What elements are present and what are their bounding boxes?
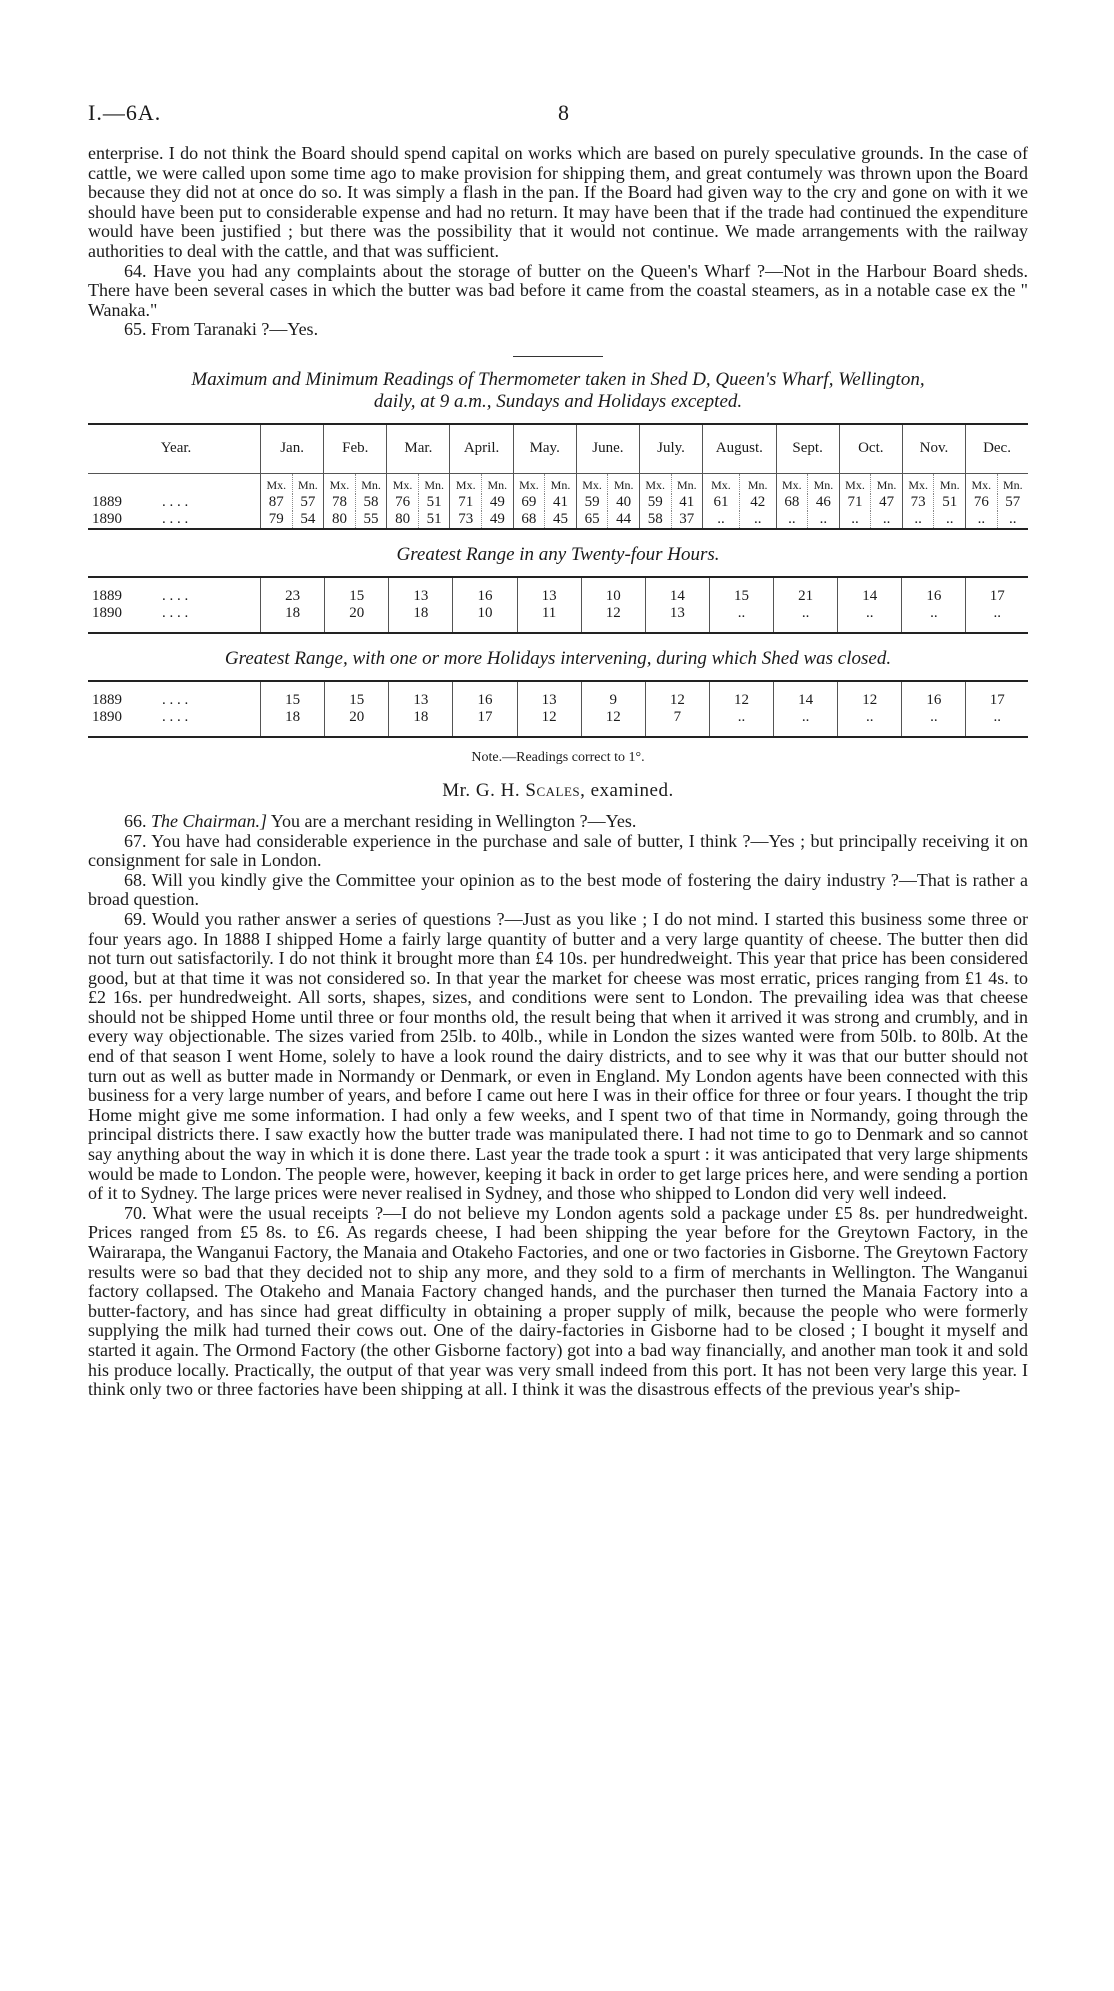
- mx-label: Mx.: [324, 473, 356, 494]
- reading-cell: ..: [997, 511, 1028, 529]
- range-cell: 18: [261, 605, 325, 633]
- reading-cell: 41: [545, 494, 577, 511]
- reading-cell: 76: [966, 494, 998, 511]
- range-cell: 15: [261, 681, 325, 709]
- reading-cell: 73: [450, 511, 482, 529]
- month-header: July.: [639, 424, 702, 474]
- mx-label: Mx.: [387, 473, 419, 494]
- reading-cell: 40: [608, 494, 640, 511]
- range-cell: ..: [966, 605, 1028, 633]
- witness-prefix: Mr. G. H.: [442, 779, 526, 801]
- reading-cell: 57: [292, 494, 324, 511]
- reading-cell: ..: [808, 511, 840, 529]
- reading-cell: 80: [324, 511, 356, 529]
- year-value: 1890: [92, 708, 122, 725]
- range-cell: 21: [774, 577, 838, 605]
- mn-label: Mn.: [671, 473, 703, 494]
- reading-cell: ..: [739, 511, 776, 529]
- table-note: Note.—Readings correct to 1°.: [471, 749, 645, 765]
- mn-label: Mn.: [482, 473, 514, 494]
- mn-label: Mn.: [934, 473, 966, 494]
- page-header: [88, 100, 1028, 144]
- year-cell: [88, 709, 261, 737]
- reading-cell: 41: [671, 494, 703, 511]
- month-header: May.: [513, 424, 576, 474]
- thermometer-readings-table: [88, 423, 1028, 530]
- range-cell: 13: [389, 577, 453, 605]
- range-cell: ..: [966, 709, 1028, 737]
- range-cell: ..: [902, 709, 966, 737]
- reading-cell: 58: [639, 511, 671, 529]
- reading-cell: 76: [387, 494, 419, 511]
- mx-label: Mx.: [639, 473, 671, 494]
- witness-suffix: , examined.: [580, 779, 674, 801]
- year-cell: [88, 494, 261, 511]
- range-cell: 15: [709, 577, 773, 605]
- range-cell: 13: [645, 605, 709, 633]
- mn-label: Mn.: [871, 473, 903, 494]
- range-cell: 9: [581, 681, 645, 709]
- reading-cell: 68: [776, 494, 808, 511]
- reading-cell: 57: [997, 494, 1028, 511]
- range-cell: 16: [453, 577, 517, 605]
- mx-label: Mx.: [576, 473, 608, 494]
- paragraph-continued: enterprise. I do not think the Board should spend capital on works which are based on purely speculative grounds. In the case of cattle, we were called upon some time ago to make provision for shipping them, and great contumely was thrown upon the Board because they did not at once do so. It was simply a flash in the pan. If the Board had given way to the cry and gone on with it we should have been put to considerable expense and had no return. It may have been that if the trade had continued the expenditure would have been justified ; but there was the possibility that it would not continue. We made arrangements with the railway authorities to deal with the cattle, and that was sufficient.: [88, 143, 1028, 261]
- reading-cell: ..: [934, 511, 966, 529]
- year-value: 1890: [92, 604, 122, 621]
- reading-cell: 71: [839, 494, 871, 511]
- range-cell: 17: [966, 577, 1028, 605]
- range-cell: 16: [902, 681, 966, 709]
- range24-table: [88, 576, 1028, 634]
- reading-cell: 78: [324, 494, 356, 511]
- range-cell: ..: [774, 605, 838, 633]
- range-cell: 23: [261, 577, 325, 605]
- year-header: Year.: [88, 424, 261, 474]
- range-row: [88, 577, 1028, 605]
- paragraph-q70: 70. What were the usual receipts ?—I do not believe my London agents sold a package under £5 8s. per hundredweight. Prices ranged from £5 8s. to £6. As regards cheese, I had been shipping the year before for the Greytown Factory, in the Wairarapa, the Wanganui Factory, the Manaia and Otakeho Factories, and one or two factories in Gisborne. The Greytown Factory results were so bad that they decided not to ship any more, and they sold to a firm of merchants in Wellington. The Wanganui factory collapsed. The Otakeho and Manaia Factory changed hands, and the purchaser then turned the Manaia Factory into a butter-factory, and has since had great difficulty in obtaining a proper supply of milk, because the people who were formerly supplying the milk had turned their cows out. One of the dairy-factories in Gisborne had to be closed ; I bought it myself and started it again. The Ormond Factory (the other Gisborne factory) got into a bad way financially, and another man took it and sold his produce locally. Practically, the output of that year was very small indeed from this port. It has not been very large this year. I think only two or three factories have been shipping at all. I think it was the disastrous effects of the previous year's ship-: [88, 1202, 1028, 1400]
- month-header-row: [88, 424, 1028, 474]
- holiday-range-caption: Greatest Range, with one or more Holidays intervening, during which Shed was closed.: [224, 647, 892, 669]
- range-cell: ..: [774, 709, 838, 737]
- caption-line-1: Maximum and Minimum Readings of Thermometer taken in Shed D, Queen's Wharf, Wellington,: [191, 368, 925, 390]
- leader-dots: . . . .: [162, 604, 189, 621]
- mn-label: Mn.: [545, 473, 577, 494]
- reading-cell: 69: [513, 494, 545, 511]
- reading-cell: 51: [418, 511, 450, 529]
- month-header: April.: [450, 424, 513, 474]
- mn-label: Mn.: [739, 473, 776, 494]
- reading-cell: ..: [776, 511, 808, 529]
- range-cell: 18: [389, 709, 453, 737]
- reading-cell: 59: [576, 494, 608, 511]
- range-cell: 11: [517, 605, 581, 633]
- mn-label: Mn.: [355, 473, 387, 494]
- mx-mn-subheader-row: [88, 473, 1028, 494]
- mn-label: Mn.: [292, 473, 324, 494]
- reading-cell: 44: [608, 511, 640, 529]
- mx-label: Mx.: [839, 473, 871, 494]
- range-cell: ..: [709, 709, 773, 737]
- reading-cell: ..: [871, 511, 903, 529]
- reading-cell: 73: [902, 494, 934, 511]
- reading-cell: 65: [576, 511, 608, 529]
- year-value: 1889: [92, 493, 122, 510]
- mx-label: Mx.: [450, 473, 482, 494]
- reading-cell: 58: [355, 494, 387, 511]
- mn-label: Mn.: [608, 473, 640, 494]
- range-cell: 17: [966, 681, 1028, 709]
- range-cell: 13: [517, 681, 581, 709]
- reading-cell: 79: [261, 511, 293, 529]
- range-cell: 16: [453, 681, 517, 709]
- range-cell: 10: [453, 605, 517, 633]
- year-cell: [88, 511, 261, 529]
- paragraph-q65: 65. From Taranaki ?—Yes.: [124, 319, 319, 340]
- range-cell: 20: [325, 709, 389, 737]
- document-page: [88, 100, 1028, 1400]
- reading-cell: 42: [739, 494, 776, 511]
- range-cell: 14: [774, 681, 838, 709]
- range24-caption: Greatest Range in any Twenty-four Hours.: [396, 543, 720, 565]
- leader-dots: . . . .: [162, 587, 189, 604]
- section-divider: [513, 356, 603, 357]
- month-header: Oct.: [839, 424, 902, 474]
- month-header: Feb.: [324, 424, 387, 474]
- paragraph-q64: 64. Have you had any complaints about the storage of butter on the Queen's Wharf ?—Not in the Harbour Board sheds. There have been several cases in which the butter was bad before it came from the coastal steamers, as in a notable case ex the " Wanaka.": [88, 260, 1028, 320]
- paragraph-q66: 66. The Chairman.] You are a merchant residing in Wellington ?—Yes.: [124, 810, 637, 831]
- leader-dots: . . . .: [162, 493, 189, 510]
- range-cell: 13: [517, 577, 581, 605]
- mx-label: Mx.: [513, 473, 545, 494]
- mx-label: Mx.: [776, 473, 808, 494]
- mx-label: Mx.: [902, 473, 934, 494]
- range-cell: 17: [453, 709, 517, 737]
- reading-cell: 71: [450, 494, 482, 511]
- range-cell: 7: [645, 709, 709, 737]
- range-row: [88, 709, 1028, 737]
- year-cell: [88, 681, 261, 709]
- range-cell: ..: [838, 605, 902, 633]
- range-cell: 18: [261, 709, 325, 737]
- thermometer-table-caption: [88, 369, 1028, 413]
- reading-cell: 68: [513, 511, 545, 529]
- range-cell: 15: [325, 681, 389, 709]
- mx-label: Mx.: [966, 473, 998, 494]
- month-header: Mar.: [387, 424, 450, 474]
- year-value: 1889: [92, 587, 122, 604]
- reading-cell: 87: [261, 494, 293, 511]
- reading-cell: 47: [871, 494, 903, 511]
- caption-line-2: daily, at 9 a.m., Sundays and Holidays excepted.: [373, 390, 743, 412]
- reading-cell: 61: [703, 494, 740, 511]
- readings-row: [88, 494, 1028, 511]
- page-number: 8: [558, 100, 569, 125]
- paper-reference: I.—6A.: [88, 100, 162, 125]
- range-cell: 12: [581, 709, 645, 737]
- month-header: June.: [576, 424, 639, 474]
- mn-label: Mn.: [808, 473, 840, 494]
- range-cell: ..: [838, 709, 902, 737]
- paragraph-q68: 68. Will you kindly give the Committee your opinion as to the best mode of fostering the dairy industry ?—That is rather a broad question.: [88, 869, 1028, 910]
- reading-cell: 54: [292, 511, 324, 529]
- year-cell: [88, 577, 261, 605]
- month-header: Dec.: [966, 424, 1028, 474]
- range-cell: 18: [389, 605, 453, 633]
- range-cell: 15: [325, 577, 389, 605]
- paragraph-q69: 69. Would you rather answer a series of questions ?—Just as you like ; I do not mind. I started this business some three or four years ago. In 1888 I shipped Home a fairly large quantity of butter and a very large quantity of cheese. The butter then did not turn out satisfactorily. I do not think it brought more than £4 10s. per hundredweight. This year that price has been considered good, but at that time it was not considered so. In that year the market for cheese was most erratic, prices ranging from £1 4s. to £2 16s. per hundredweight. All sorts, shapes, sizes, and conditions were sent to London. The prevailing idea was that cheese should not be shipped Home until three or four months old, the result being that when it arrived it was strong and crumbly, and in every way objectionable. The sizes varied from 25lb. to 40lb., while in London the sizes wanted were from 50lb. to 80lb. At the end of that season I went Home, solely to have a look round the dairy districts, and to see why it was that our butter should not turn out as well as butter made in Normandy or Denmark, or even in England. My London agents have been connected with this business for a very large number of years, and before I came out here I was in their office for three or four years. I thought the trip Home might give me some information. I had only a few weeks, and I spent two of that time in Normandy, going through the principal districts there. I saw exactly how the butter trade was manipulated there. I had not time to go to Denmark and so cannot say anything about the way in which it is done there. Last year the trade took a spurt : it was anticipated that very large shipments would be made to London. The people were, however, keeping it back in order to get large prices here, and were sending a portion of it to Sydney. The large prices were never realised in Sydney, and those who shipped to London did very well indeed.: [88, 908, 1028, 1204]
- leader-dots: . . . .: [162, 691, 189, 708]
- range-cell: 20: [325, 605, 389, 633]
- range-cell: ..: [709, 605, 773, 633]
- readings-row: [88, 511, 1028, 529]
- witness-name: Scales: [525, 779, 581, 801]
- range-cell: 12: [709, 681, 773, 709]
- range-cell: 12: [517, 709, 581, 737]
- reading-cell: ..: [902, 511, 934, 529]
- year-value: 1889: [92, 691, 122, 708]
- holiday-range-table: [88, 680, 1028, 738]
- reading-cell: 49: [482, 511, 514, 529]
- reading-cell: 45: [545, 511, 577, 529]
- range-row: [88, 605, 1028, 633]
- paragraph-q67: 67. You have had considerable experience in the purchase and sale of butter, I think ?—Yes ; but principally receiving it on consignment for sale in London.: [88, 830, 1028, 871]
- month-header: Jan.: [261, 424, 324, 474]
- mx-label: Mx.: [703, 473, 740, 494]
- reading-cell: ..: [839, 511, 871, 529]
- reading-cell: 55: [355, 511, 387, 529]
- range-cell: 16: [902, 577, 966, 605]
- reading-cell: 51: [418, 494, 450, 511]
- range-cell: 14: [645, 577, 709, 605]
- witness-heading: [88, 780, 1028, 802]
- range-cell: 12: [645, 681, 709, 709]
- mn-label: Mn.: [418, 473, 450, 494]
- reading-cell: 59: [639, 494, 671, 511]
- range-row: [88, 681, 1028, 709]
- mx-label: Mx.: [261, 473, 293, 494]
- reading-cell: 46: [808, 494, 840, 511]
- range-cell: ..: [902, 605, 966, 633]
- year-value: 1890: [92, 510, 122, 527]
- reading-cell: 49: [482, 494, 514, 511]
- reading-cell: 51: [934, 494, 966, 511]
- month-header: Sept.: [776, 424, 839, 474]
- reading-cell: ..: [703, 511, 740, 529]
- range-cell: 12: [581, 605, 645, 633]
- reading-cell: 80: [387, 511, 419, 529]
- leader-dots: . . . .: [162, 510, 189, 527]
- month-header: August.: [703, 424, 776, 474]
- reading-cell: 37: [671, 511, 703, 529]
- leader-dots: . . . .: [162, 708, 189, 725]
- range-cell: 10: [581, 577, 645, 605]
- year-cell: [88, 605, 261, 633]
- range-cell: 13: [389, 681, 453, 709]
- mn-label: Mn.: [997, 473, 1028, 494]
- range-cell: 12: [838, 681, 902, 709]
- month-header: Nov.: [902, 424, 965, 474]
- range-cell: 14: [838, 577, 902, 605]
- speaker-label: The Chairman.]: [151, 810, 268, 831]
- reading-cell: ..: [966, 511, 998, 529]
